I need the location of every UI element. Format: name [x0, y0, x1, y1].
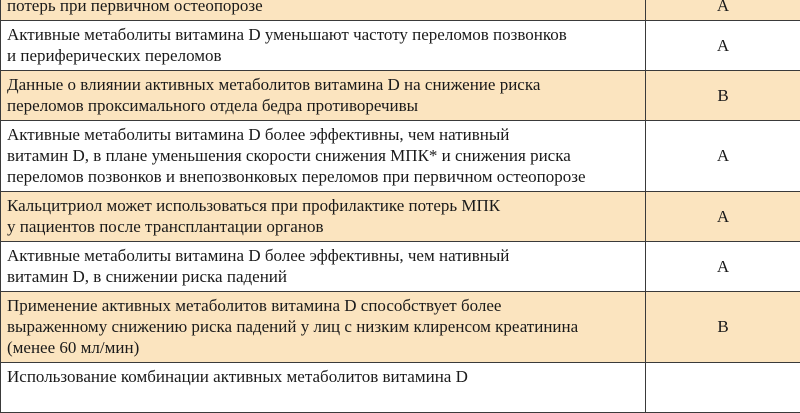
- grade-cell: A: [646, 121, 800, 192]
- statement-line: у пациентов после трансплантации органов: [7, 216, 639, 237]
- statement-line: Активные метаболиты витамина D более эффективны, чем нативный: [7, 245, 639, 266]
- table-row: [1, 121, 800, 192]
- table-body: [1, 0, 800, 413]
- grade-cell: A: [646, 242, 800, 292]
- statement-line: (менее 60 мл/мин): [7, 337, 639, 358]
- statement-line: Использование комбинации активных метаболитов витамина D: [7, 366, 639, 387]
- table-row: [1, 292, 800, 363]
- table-row: [1, 0, 800, 21]
- statement-cell: [1, 242, 646, 292]
- statement-line: [7, 387, 639, 408]
- table-row: [1, 363, 800, 413]
- statement-line: витамин D, в плане уменьшения скорости снижения МПК* и снижения риска: [7, 145, 639, 166]
- statement-line: переломов позвонков и внепозвонковых переломов при первичном остеопорозе: [7, 166, 639, 187]
- table-row: [1, 242, 800, 292]
- statement-cell: [1, 121, 646, 192]
- statement-line: Кальцитриол может использоваться при профилактике потерь МПК: [7, 195, 639, 216]
- statement-line: переломов проксимального отдела бедра противоречивы: [7, 95, 639, 116]
- grade-cell: A: [646, 21, 800, 71]
- statement-cell: [1, 21, 646, 71]
- table-row: [1, 71, 800, 121]
- statement-line: Активные метаболиты витамина D уменьшают частоту переломов позвонков: [7, 24, 639, 45]
- grade-cell: B: [646, 292, 800, 363]
- statement-line: Данные о влиянии активных метаболитов витамина D на снижение риска: [7, 74, 639, 95]
- statement-line: Активные метаболиты витамина D более эффективны, чем нативный: [7, 124, 639, 145]
- statement-line: выраженному снижению риска падений у лиц с низким клиренсом креатинина: [7, 316, 639, 337]
- grade-cell: A: [646, 192, 800, 242]
- statement-cell: [1, 71, 646, 121]
- table-row: [1, 21, 800, 71]
- statement-line: Применение активных метаболитов витамина D способствует более: [7, 295, 639, 316]
- grade-cell: B: [646, 71, 800, 121]
- statement-cell: [1, 292, 646, 363]
- statement-cell: [1, 0, 646, 21]
- statement-cell: [1, 363, 646, 413]
- table-row: [1, 192, 800, 242]
- statement-cell: [1, 192, 646, 242]
- statement-line: потерь при первичном остеопорозе: [7, 0, 639, 16]
- grade-cell: A: [646, 0, 800, 21]
- grade-cell: [646, 363, 800, 413]
- statement-line: и периферических переломов: [7, 45, 639, 66]
- statement-line: витамин D, в снижении риска падений: [7, 266, 639, 287]
